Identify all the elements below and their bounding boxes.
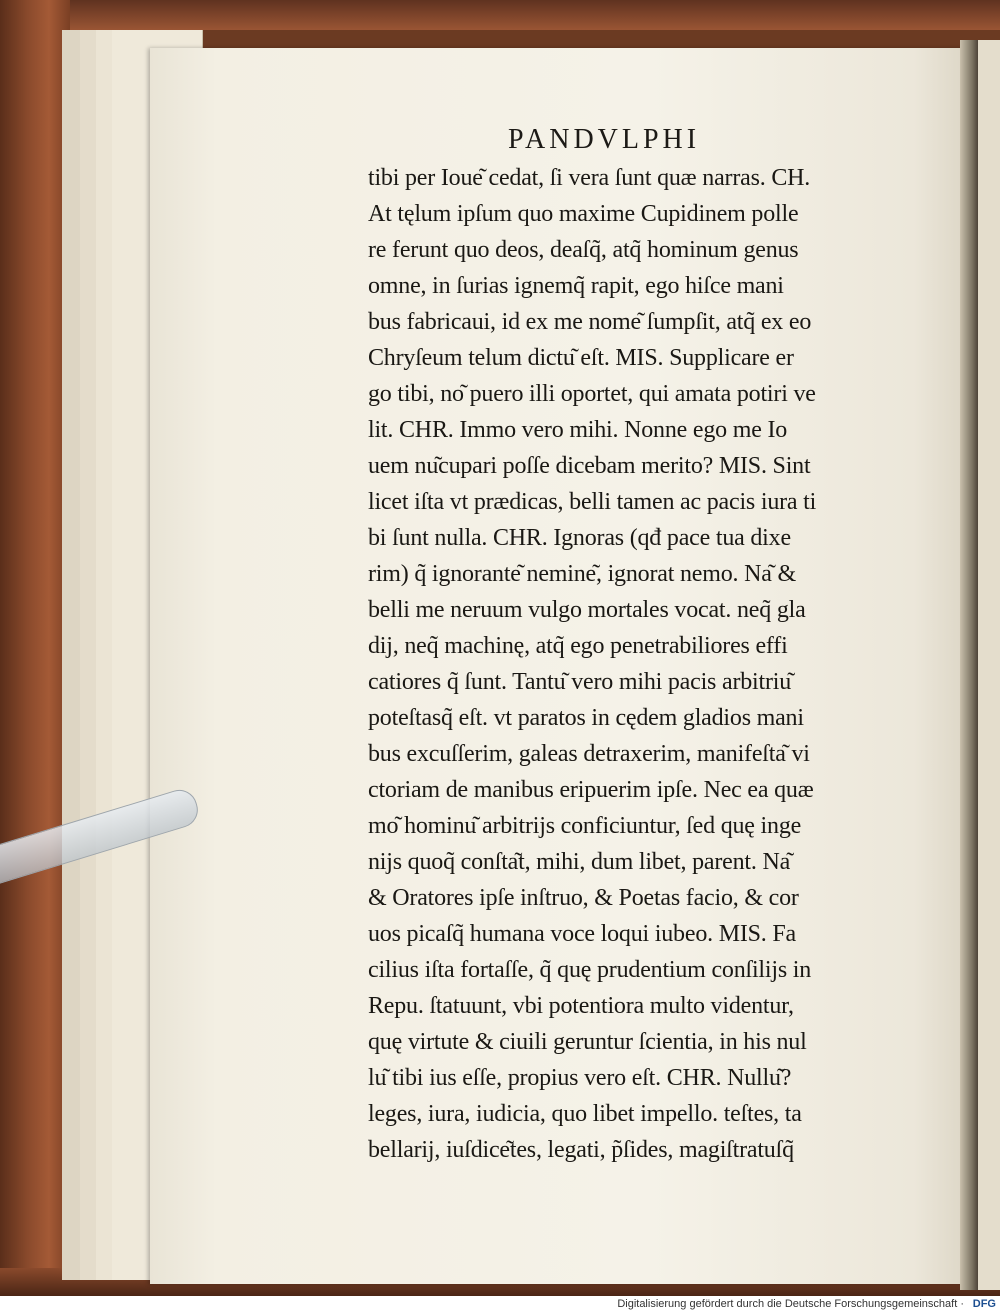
text-line: belli me neruum vulgo mortales vocat. neq̃ gla — [368, 597, 806, 623]
text-line: dij, neq̃ machinę, atq̃ ego penetrabiliores effi — [368, 633, 788, 659]
text-line: uem nu͂cupari poſſe dicebam merito? MIS. Sint — [368, 453, 811, 479]
text-line: lu͂ tibi ius eſſe, propius vero eſt. CHR. Nullu͂? — [368, 1065, 792, 1091]
text-line: bus fabricaui, id ex me nome͂ ſumpſit, atq̃ ex eo — [368, 309, 812, 335]
text-line: omne, in ſurias ignemq̃ rapit, ego hiſce mani — [368, 273, 784, 299]
text-line: cilius iſta fortaſſe, q̃ quę prudentium conſilijs in — [368, 957, 812, 983]
text-line: bellarij, iuſdice͂tes, legati, p̃ſides, magiſtratuſq̃ — [368, 1137, 794, 1163]
text-line: Chryſeum telum dictu͂ eſt. MIS. Supplicare er — [368, 345, 794, 371]
text-line: uos picaſq̃ humana voce loqui iubeo. MIS. Fa — [368, 921, 796, 947]
text-line: & Oratores ipſe inſtruo, & Poetas facio, & cor — [368, 885, 799, 911]
text-line: leges, iura, iudicia, quo libet impello. teſtes, ta — [368, 1101, 802, 1127]
facing-page-edge — [978, 40, 1000, 1290]
text-line: licet iſta vt prædicas, belli tamen ac pacis iura ti — [368, 489, 817, 515]
text-line: bi ſunt nulla. CHR. Ignoras (qđ pace tua dixe — [368, 525, 791, 551]
text-line: re ferunt quo deos, deaſq̃, atq̃ hominum genus — [368, 237, 799, 263]
text-line: nijs quoq̃ conſta͂t, mihi, dum libet, parent. Na͂ — [368, 849, 791, 875]
text-line: Repu. ſtatuunt, vbi potentiora multo videntur, — [368, 993, 794, 1019]
running-head: PANDVLPHI — [508, 124, 701, 155]
dfg-logo: DFG — [972, 1298, 996, 1310]
text-line: rim) q̃ ignorante͂ nemine͂, ignorat nemo. Na͂ & — [368, 561, 796, 587]
text-line: mo͂ hominu͂ arbitrijs conficiuntur, ſed quę inge — [368, 813, 802, 839]
text-line: tibi per Ioue͂ cedat, ſi vera ſunt quæ narras. CH. — [368, 165, 811, 191]
book-gutter — [960, 40, 980, 1290]
book-cover-top — [0, 0, 1000, 30]
text-line: bus excuſſerim, galeas detraxerim, manifeſta͂ vi — [368, 741, 810, 767]
funding-note: Digitalisierung gefördert durch die Deutsche Forschungsgemeinschaft · — [617, 1298, 964, 1310]
book-cover-left — [0, 0, 70, 1296]
text-line: catiores q̃ ſunt. Tantu͂ vero mihi pacis arbitriu͂ — [368, 669, 792, 695]
text-line: quę virtute & ciuili geruntur ſcientia, in his nul — [368, 1029, 807, 1055]
text-line: At tęlum ipſum quo maxime Cupidinem polle — [368, 201, 799, 227]
text-block — [368, 160, 908, 1168]
text-line: poteſtasq̃ eſt. vt paratos in cędem gladios mani — [368, 705, 804, 731]
text-line: ctoriam de manibus eripuerim ipſe. Nec ea quæ — [368, 777, 814, 803]
text-line: lit. CHR. Immo vero mihi. Nonne ego me Io — [368, 417, 788, 443]
text-line: go tibi, no͂ puero illi oportet, qui amata potiri ve — [368, 381, 816, 407]
